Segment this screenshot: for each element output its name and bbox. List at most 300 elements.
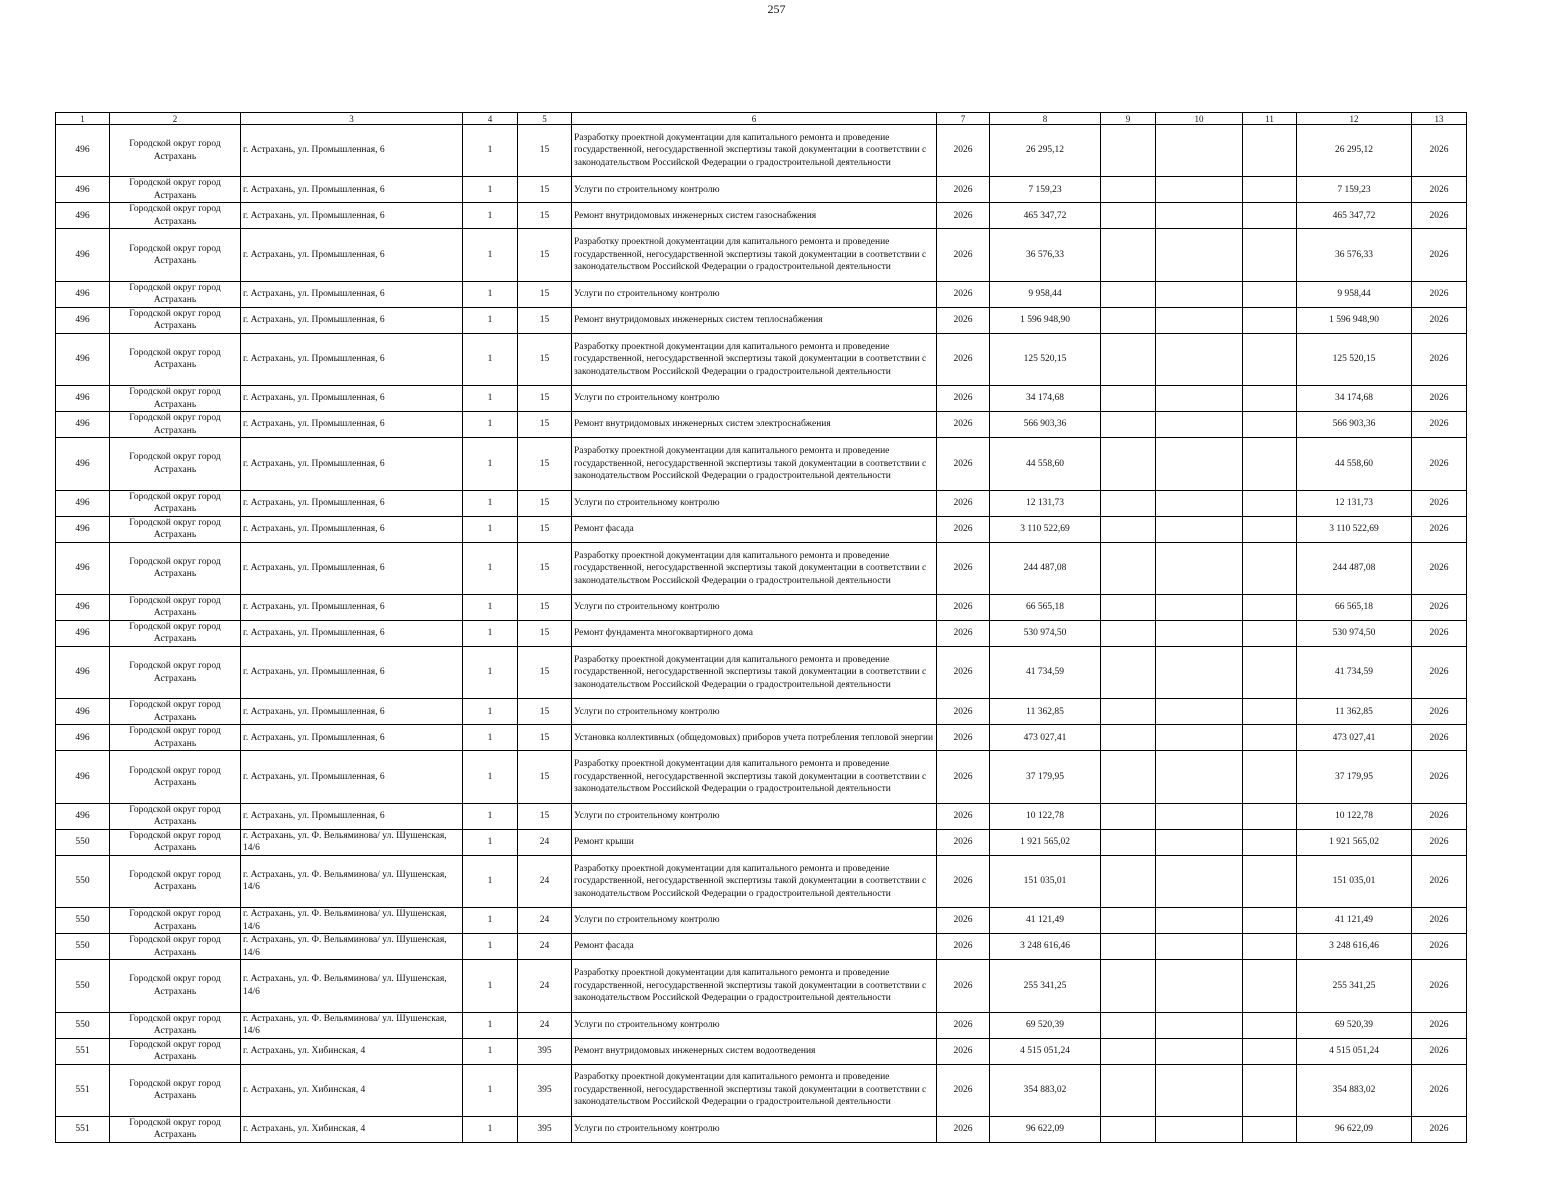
work-type-cell: Разработку проектной документации для капитального ремонта и проведение государственной, негосударственной экспертизы такой документации в соответствии с законодательством Российской Федерации о градостроительной деятельности: [572, 229, 937, 281]
table-row: [56, 229, 1467, 281]
col10-cell: [1156, 751, 1243, 803]
col9-cell: [1101, 1038, 1156, 1064]
col9-cell: [1101, 1116, 1156, 1142]
completion-year-cell: 2026: [1412, 542, 1467, 594]
cost-cell: 530 974,50: [990, 620, 1101, 646]
count-cell: 1: [463, 829, 518, 855]
cost-cell: 37 179,95: [990, 751, 1101, 803]
municipality-cell: Городской округ город Астрахань: [110, 1012, 241, 1038]
work-type-cell: Разработку проектной документации для капитального ремонта и проведение государственной, негосударственной экспертизы такой документации в соответствии с законодательством Российской Федерации о градостроительной деятельности: [572, 438, 937, 490]
col10-cell: [1156, 1116, 1243, 1142]
cost-cell: 26 295,12: [990, 125, 1101, 177]
address-cell: г. Астрахань, ул. Хибинская, 4: [241, 1038, 463, 1064]
address-cell: г. Астрахань, ул. Промышленная, 6: [241, 412, 463, 438]
year-cell: 2026: [937, 203, 990, 229]
municipality-cell: Городской округ город Астрахань: [110, 307, 241, 333]
col11-cell: [1243, 542, 1297, 594]
total-cost-cell: 125 520,15: [1297, 333, 1412, 385]
work-type-cell: Разработку проектной документации для капитального ремонта и проведение государственной, негосударственной экспертизы такой документации в соответствии с законодательством Российской Федерации о градостроительной деятельности: [572, 646, 937, 698]
municipality-cell: Городской округ город Астрахань: [110, 829, 241, 855]
completion-year-cell: 2026: [1412, 908, 1467, 934]
count-cell: 1: [463, 438, 518, 490]
col10-cell: [1156, 542, 1243, 594]
table-row: [56, 203, 1467, 229]
count-cell: 1: [463, 620, 518, 646]
completion-year-cell: 2026: [1412, 620, 1467, 646]
year-cell: 2026: [937, 1012, 990, 1038]
cost-cell: 41 121,49: [990, 908, 1101, 934]
col10-cell: [1156, 725, 1243, 751]
address-cell: г. Астрахань, ул. Ф. Вельяминова/ ул. Шушенская, 14/6: [241, 829, 463, 855]
municipality-cell: Городской округ город Астрахань: [110, 438, 241, 490]
table-row: [56, 333, 1467, 385]
col10-cell: [1156, 960, 1243, 1012]
address-cell: г. Астрахань, ул. Промышленная, 6: [241, 177, 463, 203]
year-cell: 2026: [937, 725, 990, 751]
table-row: [56, 438, 1467, 490]
table-row: [56, 125, 1467, 177]
house-number-cell: 550: [56, 934, 110, 960]
house-number-cell: 550: [56, 855, 110, 907]
col10-cell: [1156, 307, 1243, 333]
count-cell: 1: [463, 386, 518, 412]
municipality-cell: Городской округ город Астрахань: [110, 646, 241, 698]
work-type-cell: Услуги по строительному контролю: [572, 177, 937, 203]
col10-cell: [1156, 438, 1243, 490]
column-header: 7: [937, 113, 990, 125]
house-number-cell: 496: [56, 412, 110, 438]
work-type-cell: Услуги по строительному контролю: [572, 1116, 937, 1142]
col10-cell: [1156, 333, 1243, 385]
house-number-cell: 496: [56, 699, 110, 725]
completion-year-cell: 2026: [1412, 516, 1467, 542]
code-cell: 395: [518, 1064, 572, 1116]
municipality-cell: Городской округ город Астрахань: [110, 803, 241, 829]
code-cell: 15: [518, 699, 572, 725]
completion-year-cell: 2026: [1412, 125, 1467, 177]
cost-cell: 96 622,09: [990, 1116, 1101, 1142]
year-cell: 2026: [937, 386, 990, 412]
col9-cell: [1101, 908, 1156, 934]
house-number-cell: 550: [56, 960, 110, 1012]
address-cell: г. Астрахань, ул. Промышленная, 6: [241, 594, 463, 620]
col10-cell: [1156, 490, 1243, 516]
col9-cell: [1101, 1012, 1156, 1038]
col11-cell: [1243, 699, 1297, 725]
completion-year-cell: 2026: [1412, 594, 1467, 620]
completion-year-cell: 2026: [1412, 203, 1467, 229]
work-type-cell: Ремонт внутридомовых инженерных систем водоотведения: [572, 1038, 937, 1064]
address-cell: г. Астрахань, ул. Промышленная, 6: [241, 386, 463, 412]
code-cell: 15: [518, 307, 572, 333]
year-cell: 2026: [937, 620, 990, 646]
col10-cell: [1156, 386, 1243, 412]
completion-year-cell: 2026: [1412, 751, 1467, 803]
table-row: [56, 594, 1467, 620]
table-row: [56, 908, 1467, 934]
total-cost-cell: 354 883,02: [1297, 1064, 1412, 1116]
column-header: 6: [572, 113, 937, 125]
col11-cell: [1243, 934, 1297, 960]
total-cost-cell: 1 596 948,90: [1297, 307, 1412, 333]
code-cell: 15: [518, 620, 572, 646]
municipality-cell: Городской округ город Астрахань: [110, 516, 241, 542]
cost-cell: 69 520,39: [990, 1012, 1101, 1038]
address-cell: г. Астрахань, ул. Промышленная, 6: [241, 490, 463, 516]
column-header: 4: [463, 113, 518, 125]
cost-cell: 12 131,73: [990, 490, 1101, 516]
col11-cell: [1243, 307, 1297, 333]
col11-cell: [1243, 516, 1297, 542]
table-row: [56, 646, 1467, 698]
house-number-cell: 551: [56, 1116, 110, 1142]
completion-year-cell: 2026: [1412, 829, 1467, 855]
cost-cell: 255 341,25: [990, 960, 1101, 1012]
completion-year-cell: 2026: [1412, 490, 1467, 516]
municipality-cell: Городской округ город Астрахань: [110, 412, 241, 438]
total-cost-cell: 473 027,41: [1297, 725, 1412, 751]
code-cell: 24: [518, 934, 572, 960]
col11-cell: [1243, 177, 1297, 203]
year-cell: 2026: [937, 960, 990, 1012]
year-cell: 2026: [937, 490, 990, 516]
completion-year-cell: 2026: [1412, 229, 1467, 281]
work-type-cell: Ремонт внутридомовых инженерных систем теплоснабжения: [572, 307, 937, 333]
code-cell: 15: [518, 125, 572, 177]
col11-cell: [1243, 594, 1297, 620]
table-row: [56, 829, 1467, 855]
address-cell: г. Астрахань, ул. Промышленная, 6: [241, 803, 463, 829]
col11-cell: [1243, 725, 1297, 751]
col11-cell: [1243, 855, 1297, 907]
house-number-cell: 551: [56, 1064, 110, 1116]
house-number-cell: 551: [56, 1038, 110, 1064]
table-row: [56, 1038, 1467, 1064]
total-cost-cell: 41 734,59: [1297, 646, 1412, 698]
house-number-cell: 496: [56, 490, 110, 516]
municipality-cell: Городской округ город Астрахань: [110, 177, 241, 203]
cost-cell: 151 035,01: [990, 855, 1101, 907]
table-body: [56, 125, 1467, 1143]
count-cell: 1: [463, 412, 518, 438]
col10-cell: [1156, 1038, 1243, 1064]
municipality-cell: Городской округ город Астрахань: [110, 1116, 241, 1142]
col11-cell: [1243, 333, 1297, 385]
completion-year-cell: 2026: [1412, 333, 1467, 385]
work-type-cell: Услуги по строительному контролю: [572, 1012, 937, 1038]
total-cost-cell: 530 974,50: [1297, 620, 1412, 646]
col10-cell: [1156, 908, 1243, 934]
year-cell: 2026: [937, 803, 990, 829]
house-number-cell: 496: [56, 203, 110, 229]
count-cell: 1: [463, 281, 518, 307]
municipality-cell: Городской округ город Астрахань: [110, 1038, 241, 1064]
table-row: [56, 1064, 1467, 1116]
table-row: [56, 177, 1467, 203]
municipality-cell: Городской округ город Астрахань: [110, 281, 241, 307]
total-cost-cell: 255 341,25: [1297, 960, 1412, 1012]
total-cost-cell: 244 487,08: [1297, 542, 1412, 594]
municipality-cell: Городской округ город Астрахань: [110, 229, 241, 281]
count-cell: 1: [463, 203, 518, 229]
count-cell: 1: [463, 1064, 518, 1116]
count-cell: 1: [463, 177, 518, 203]
col11-cell: [1243, 281, 1297, 307]
work-type-cell: Ремонт фундамента многоквартирного дома: [572, 620, 937, 646]
year-cell: 2026: [937, 1038, 990, 1064]
work-type-cell: Разработку проектной документации для капитального ремонта и проведение государственной, негосударственной экспертизы такой документации в соответствии с законодательством Российской Федерации о градостроительной деятельности: [572, 1064, 937, 1116]
col9-cell: [1101, 386, 1156, 412]
col10-cell: [1156, 934, 1243, 960]
col9-cell: [1101, 438, 1156, 490]
code-cell: 15: [518, 516, 572, 542]
column-header: 10: [1156, 113, 1243, 125]
code-cell: 15: [518, 725, 572, 751]
code-cell: 24: [518, 960, 572, 1012]
table-row: [56, 490, 1467, 516]
cost-cell: 9 958,44: [990, 281, 1101, 307]
total-cost-cell: 151 035,01: [1297, 855, 1412, 907]
code-cell: 15: [518, 281, 572, 307]
count-cell: 1: [463, 307, 518, 333]
house-number-cell: 496: [56, 516, 110, 542]
house-number-cell: 496: [56, 725, 110, 751]
house-number-cell: 496: [56, 281, 110, 307]
code-cell: 395: [518, 1116, 572, 1142]
work-type-cell: Услуги по строительному контролю: [572, 490, 937, 516]
code-cell: 15: [518, 490, 572, 516]
cost-cell: 125 520,15: [990, 333, 1101, 385]
table-row: [56, 412, 1467, 438]
completion-year-cell: 2026: [1412, 438, 1467, 490]
code-cell: 24: [518, 855, 572, 907]
col10-cell: [1156, 829, 1243, 855]
count-cell: 1: [463, 333, 518, 385]
total-cost-cell: 566 903,36: [1297, 412, 1412, 438]
col9-cell: [1101, 281, 1156, 307]
col11-cell: [1243, 490, 1297, 516]
col9-cell: [1101, 620, 1156, 646]
cost-cell: 3 248 616,46: [990, 934, 1101, 960]
address-cell: г. Астрахань, ул. Промышленная, 6: [241, 542, 463, 594]
code-cell: 24: [518, 908, 572, 934]
col10-cell: [1156, 177, 1243, 203]
total-cost-cell: 3 110 522,69: [1297, 516, 1412, 542]
table-row: [56, 1116, 1467, 1142]
cost-cell: 4 515 051,24: [990, 1038, 1101, 1064]
municipality-cell: Городской округ город Астрахань: [110, 125, 241, 177]
municipality-cell: Городской округ город Астрахань: [110, 333, 241, 385]
cost-cell: 354 883,02: [990, 1064, 1101, 1116]
address-cell: г. Астрахань, ул. Промышленная, 6: [241, 125, 463, 177]
code-cell: 395: [518, 1038, 572, 1064]
count-cell: 1: [463, 751, 518, 803]
code-cell: 24: [518, 829, 572, 855]
house-number-cell: 550: [56, 1012, 110, 1038]
col10-cell: [1156, 281, 1243, 307]
municipality-cell: Городской округ город Астрахань: [110, 960, 241, 1012]
work-type-cell: Услуги по строительному контролю: [572, 908, 937, 934]
code-cell: 15: [518, 412, 572, 438]
total-cost-cell: 1 921 565,02: [1297, 829, 1412, 855]
column-header: 2: [110, 113, 241, 125]
cost-cell: 1 596 948,90: [990, 307, 1101, 333]
col9-cell: [1101, 751, 1156, 803]
municipality-cell: Городской округ город Астрахань: [110, 203, 241, 229]
municipality-cell: Городской округ город Астрахань: [110, 725, 241, 751]
work-type-cell: Установка коллективных (общедомовых) приборов учета потребления тепловой энергии: [572, 725, 937, 751]
count-cell: 1: [463, 229, 518, 281]
year-cell: 2026: [937, 177, 990, 203]
completion-year-cell: 2026: [1412, 177, 1467, 203]
work-type-cell: Услуги по строительному контролю: [572, 803, 937, 829]
col9-cell: [1101, 960, 1156, 1012]
work-type-cell: Услуги по строительному контролю: [572, 594, 937, 620]
work-type-cell: Услуги по строительному контролю: [572, 281, 937, 307]
total-cost-cell: 9 958,44: [1297, 281, 1412, 307]
code-cell: 15: [518, 438, 572, 490]
house-number-cell: 496: [56, 333, 110, 385]
address-cell: г. Астрахань, ул. Промышленная, 6: [241, 699, 463, 725]
year-cell: 2026: [937, 438, 990, 490]
house-number-cell: 550: [56, 908, 110, 934]
col11-cell: [1243, 438, 1297, 490]
column-header: 3: [241, 113, 463, 125]
cost-cell: 3 110 522,69: [990, 516, 1101, 542]
table-row: [56, 855, 1467, 907]
house-number-cell: 496: [56, 125, 110, 177]
address-cell: г. Астрахань, ул. Промышленная, 6: [241, 516, 463, 542]
year-cell: 2026: [937, 281, 990, 307]
year-cell: 2026: [937, 333, 990, 385]
col10-cell: [1156, 646, 1243, 698]
house-number-cell: 496: [56, 620, 110, 646]
col9-cell: [1101, 307, 1156, 333]
work-type-cell: Разработку проектной документации для капитального ремонта и проведение государственной, негосударственной экспертизы такой документации в соответствии с законодательством Российской Федерации о градостроительной деятельности: [572, 125, 937, 177]
table-row: [56, 1012, 1467, 1038]
table-row: [56, 542, 1467, 594]
work-type-cell: Разработку проектной документации для капитального ремонта и проведение государственной, негосударственной экспертизы такой документации в соответствии с законодательством Российской Федерации о градостроительной деятельности: [572, 751, 937, 803]
col10-cell: [1156, 203, 1243, 229]
col11-cell: [1243, 1038, 1297, 1064]
table-row: [56, 725, 1467, 751]
completion-year-cell: 2026: [1412, 307, 1467, 333]
cost-cell: 66 565,18: [990, 594, 1101, 620]
total-cost-cell: 34 174,68: [1297, 386, 1412, 412]
page-number: 257: [767, 2, 786, 16]
total-cost-cell: 465 347,72: [1297, 203, 1412, 229]
work-type-cell: Услуги по строительному контролю: [572, 386, 937, 412]
completion-year-cell: 2026: [1412, 1038, 1467, 1064]
address-cell: г. Астрахань, ул. Промышленная, 6: [241, 333, 463, 385]
year-cell: 2026: [937, 646, 990, 698]
address-cell: г. Астрахань, ул. Хибинская, 4: [241, 1116, 463, 1142]
col9-cell: [1101, 594, 1156, 620]
year-cell: 2026: [937, 307, 990, 333]
total-cost-cell: 7 159,23: [1297, 177, 1412, 203]
completion-year-cell: 2026: [1412, 646, 1467, 698]
year-cell: 2026: [937, 516, 990, 542]
code-cell: 15: [518, 751, 572, 803]
col10-cell: [1156, 412, 1243, 438]
work-type-cell: Ремонт фасада: [572, 934, 937, 960]
code-cell: 15: [518, 803, 572, 829]
cost-cell: 244 487,08: [990, 542, 1101, 594]
completion-year-cell: 2026: [1412, 1012, 1467, 1038]
column-header: 8: [990, 113, 1101, 125]
cost-cell: 1 921 565,02: [990, 829, 1101, 855]
completion-year-cell: 2026: [1412, 803, 1467, 829]
col9-cell: [1101, 699, 1156, 725]
total-cost-cell: 37 179,95: [1297, 751, 1412, 803]
work-type-cell: Услуги по строительному контролю: [572, 699, 937, 725]
table-row: [56, 699, 1467, 725]
year-cell: 2026: [937, 855, 990, 907]
col11-cell: [1243, 829, 1297, 855]
col9-cell: [1101, 1064, 1156, 1116]
count-cell: 1: [463, 1116, 518, 1142]
count-cell: 1: [463, 516, 518, 542]
column-header: 13: [1412, 113, 1467, 125]
col11-cell: [1243, 751, 1297, 803]
col9-cell: [1101, 203, 1156, 229]
count-cell: 1: [463, 594, 518, 620]
total-cost-cell: 11 362,85: [1297, 699, 1412, 725]
table-row: [56, 934, 1467, 960]
column-header: 9: [1101, 113, 1156, 125]
total-cost-cell: 26 295,12: [1297, 125, 1412, 177]
year-cell: 2026: [937, 229, 990, 281]
code-cell: 15: [518, 386, 572, 412]
municipality-cell: Городской округ город Астрахань: [110, 620, 241, 646]
cost-cell: 473 027,41: [990, 725, 1101, 751]
total-cost-cell: 4 515 051,24: [1297, 1038, 1412, 1064]
house-number-cell: 496: [56, 177, 110, 203]
col9-cell: [1101, 934, 1156, 960]
count-cell: 1: [463, 699, 518, 725]
col10-cell: [1156, 699, 1243, 725]
table-row: [56, 386, 1467, 412]
col11-cell: [1243, 125, 1297, 177]
col10-cell: [1156, 1012, 1243, 1038]
col11-cell: [1243, 1116, 1297, 1142]
house-number-cell: 496: [56, 751, 110, 803]
work-type-cell: Разработку проектной документации для капитального ремонта и проведение государственной, негосударственной экспертизы такой документации в соответствии с законодательством Российской Федерации о градостроительной деятельности: [572, 960, 937, 1012]
total-cost-cell: 41 121,49: [1297, 908, 1412, 934]
cost-cell: 10 122,78: [990, 803, 1101, 829]
count-cell: 1: [463, 542, 518, 594]
address-cell: г. Астрахань, ул. Ф. Вельяминова/ ул. Шушенская, 14/6: [241, 960, 463, 1012]
table-row: [56, 516, 1467, 542]
year-cell: 2026: [937, 829, 990, 855]
col11-cell: [1243, 412, 1297, 438]
code-cell: 15: [518, 646, 572, 698]
year-cell: 2026: [937, 1064, 990, 1116]
col9-cell: [1101, 542, 1156, 594]
count-cell: 1: [463, 1012, 518, 1038]
col11-cell: [1243, 1064, 1297, 1116]
address-cell: г. Астрахань, ул. Ф. Вельяминова/ ул. Шушенская, 14/6: [241, 855, 463, 907]
count-cell: 1: [463, 490, 518, 516]
house-number-cell: 496: [56, 229, 110, 281]
address-cell: г. Астрахань, ул. Ф. Вельяминова/ ул. Шушенская, 14/6: [241, 1012, 463, 1038]
municipality-cell: Городской округ город Астрахань: [110, 855, 241, 907]
code-cell: 15: [518, 203, 572, 229]
work-type-cell: Разработку проектной документации для капитального ремонта и проведение государственной, негосударственной экспертизы такой документации в соответствии с законодательством Российской Федерации о градостроительной деятельности: [572, 333, 937, 385]
code-cell: 24: [518, 1012, 572, 1038]
count-cell: 1: [463, 125, 518, 177]
table-row: [56, 620, 1467, 646]
